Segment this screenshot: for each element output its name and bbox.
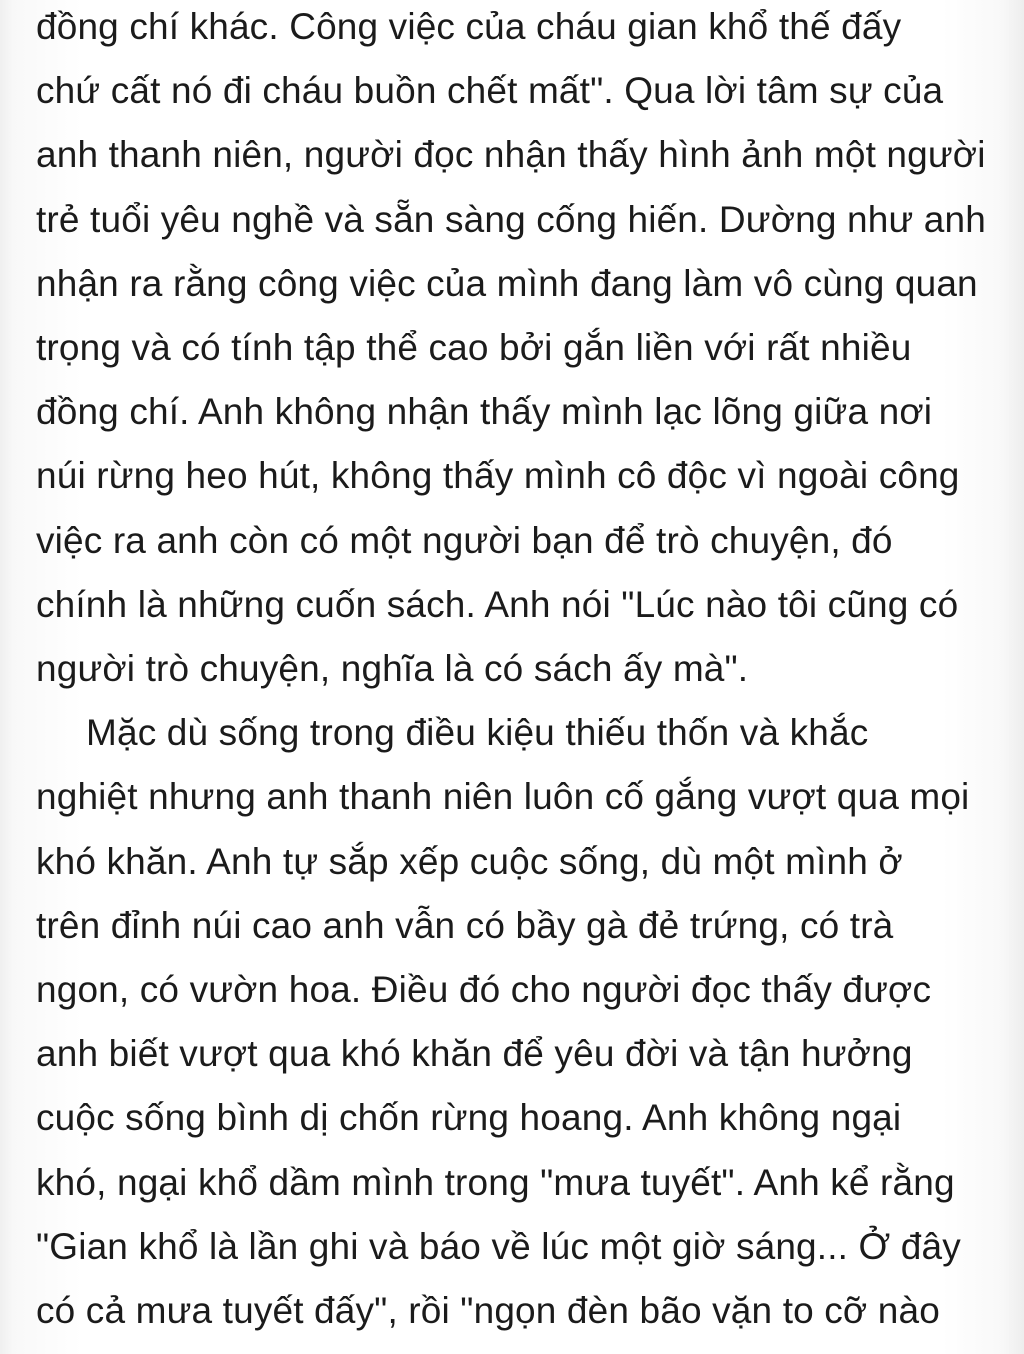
text-line-20: "Gian khổ là lần ghi và báo về lúc một giờ sáng... Ở đây — [36, 1225, 961, 1267]
text-line-7: đồng chí. Anh không nhận thấy mình lạc lõng giữa nơi — [36, 391, 933, 433]
text-line-14: khó khăn. Anh tự sắp xếp cuộc sống, dù một mình ở — [36, 840, 903, 882]
text-line-3: anh thanh niên, người đọc nhận thấy hình ảnh một người — [36, 134, 986, 176]
essay-text — [36, 0, 1006, 1343]
text-line-4: trẻ tuổi yêu nghề và sẵn sàng cống hiến. Dường như anh — [36, 198, 986, 240]
page-edge-shadow-left — [0, 0, 14, 1354]
text-line-2: chứ cất nó đi cháu buồn chết mất". Qua lời tâm sự của — [36, 70, 944, 112]
text-line-15: trên đỉnh núi cao anh vẫn có bầy gà đẻ trứng, có trà — [36, 904, 894, 946]
text-line-11: người trò chuyện, nghĩa là có sách ấy mà". — [36, 648, 749, 690]
text-line-19: khó, ngại khổ dầm mình trong "mưa tuyết". Anh kể rằng — [36, 1161, 955, 1203]
text-line-10: chính là những cuốn sách. Anh nói "Lúc nào tôi cũng có — [36, 583, 959, 625]
paragraph-2-first-line: Mặc dù sống trong điều kiệu thiếu thốn và khắc — [86, 712, 869, 754]
text-line-1: đồng chí khác. Công việc của cháu gian khổ thế đấy — [36, 6, 902, 47]
text-line-8: núi rừng heo hút, không thấy mình cô độc vì ngoài công — [36, 455, 960, 497]
text-line-6: trọng và có tính tập thể cao bởi gắn liền với rất nhiều — [36, 327, 912, 369]
text-line-18: cuộc sống bình dị chốn rừng hoang. Anh không ngại — [36, 1097, 902, 1139]
text-line-5: nhận ra rằng công việc của mình đang làm vô cùng quan — [36, 262, 978, 304]
text-line-16: ngon, có vườn hoa. Điều đó cho người đọc thấy được — [36, 969, 932, 1011]
text-line-21: có cả mưa tuyết đấy", rồi "ngọn đèn bão vặn to cỡ nào — [36, 1290, 940, 1332]
text-line-13: nghiệt nhưng anh thanh niên luôn cố gắng vượt qua mọi — [36, 776, 970, 818]
text-line-9: việc ra anh còn có một người bạn để trò chuyện, đó — [36, 519, 893, 561]
text-line-17: anh biết vượt qua khó khăn để yêu đời và tận hưởng — [36, 1033, 913, 1075]
